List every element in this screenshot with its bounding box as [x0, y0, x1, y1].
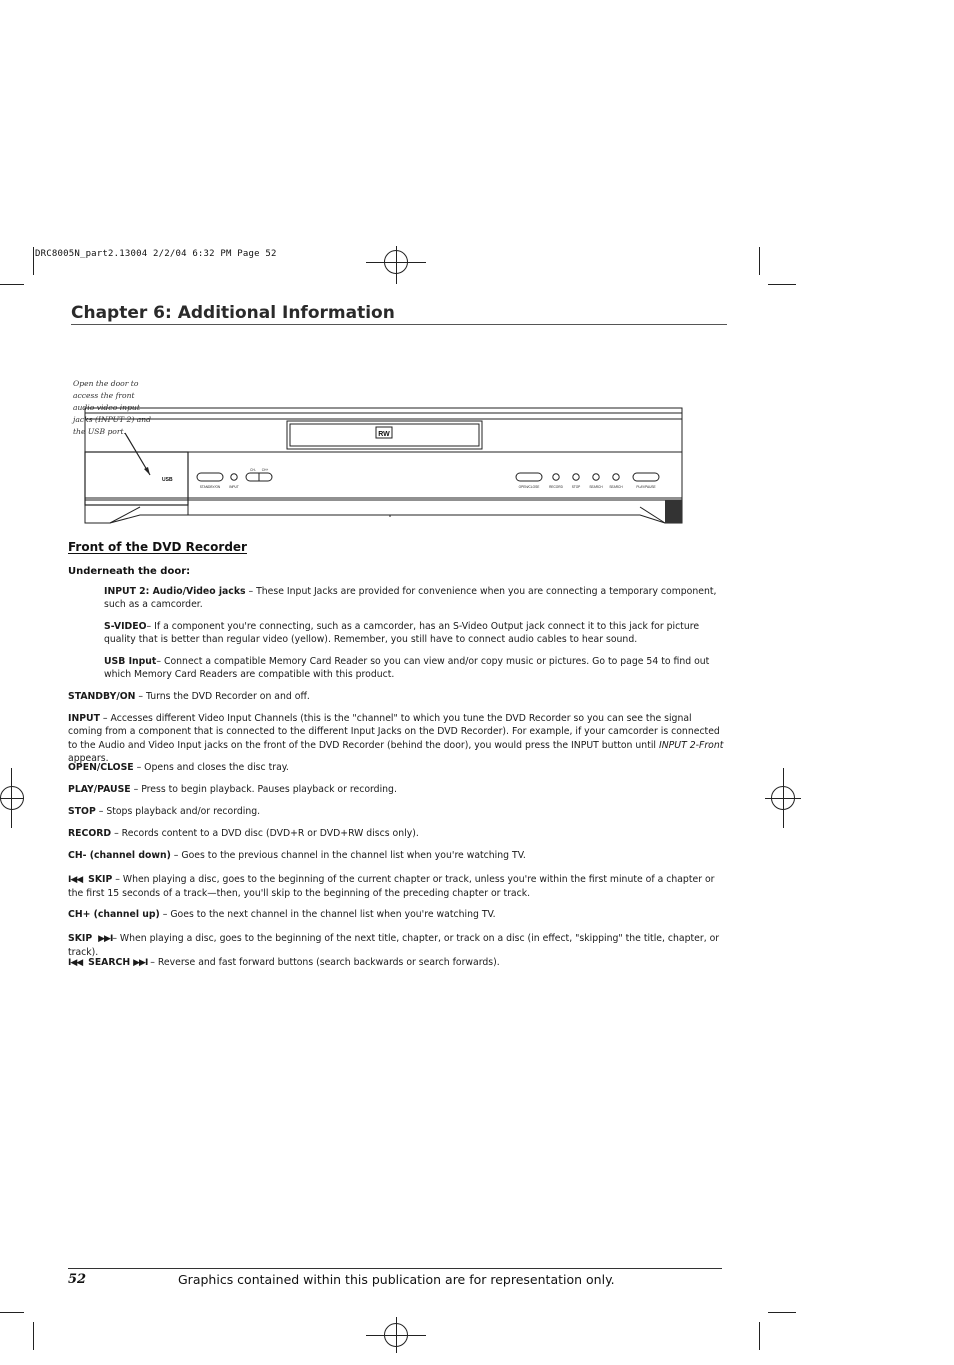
- item-skip-forward: SKIP ▶▶I– When playing a disc, goes to the beginning of the next title, chapter, or track on a disc (in effect, "skipping" the title, chapter, or track).: [68, 933, 720, 959]
- search-back-icon: I◀◀: [68, 958, 83, 968]
- btn-label-input: INPUT: [229, 485, 239, 489]
- item-record: RECORD – Records content to a DVD disc (DVD+R or DVD+RW discs only).: [68, 828, 419, 839]
- print-slug: DRC8005N_part2.13004 2/2/04 6:32 PM Page 52: [35, 249, 277, 259]
- btn-label-search-fwd: SEARCH: [609, 485, 623, 489]
- skip-back-icon: I◀◀: [68, 875, 83, 885]
- footer-note: Graphics contained within this publication are for representation only.: [178, 1272, 615, 1287]
- item-standby: STANDBY/ON – Turns the DVD Recorder on and off.: [68, 691, 310, 702]
- chapter-title: Chapter 6: Additional Information: [71, 303, 395, 323]
- page-number: 52: [68, 1272, 87, 1287]
- item-open-close: OPEN/CLOSE – Opens and closes the disc tray.: [68, 762, 289, 773]
- item-search: I◀◀ SEARCH ▶▶I – Reverse and fast forward buttons (search backwards or search forwards).: [68, 957, 500, 968]
- item-skip-back: I◀◀ SKIP – When playing a disc, goes to the beginning of the current chapter or track, unless you're within the first minute of a chapter or the first 15 seconds of a track—then, you'll skip to the beginning of the preceding chapter or track.: [68, 874, 715, 900]
- footer-rule: [68, 1268, 722, 1269]
- item-stop: STOP – Stops playback and/or recording.: [68, 806, 261, 817]
- usb-label: USB: [162, 477, 173, 483]
- item-ch-up: CH+ (channel up) – Goes to the next channel in the channel list when you're watching TV.: [68, 909, 496, 920]
- figure-callout: Open the door to access the front audio video input jacks (INPUT 2) and the USB port.: [73, 379, 151, 436]
- btn-label-stop: STOP: [571, 485, 581, 489]
- rw-logo: RW: [378, 431, 390, 438]
- skip-forward-icon: ▶▶I: [98, 934, 113, 944]
- chapter-rule: [71, 324, 727, 325]
- item-input: INPUT – Accesses different Video Input Channels (this is the "channel" to which you tune the DVD Recorder so you can see the signal coming from a component that is connected to the different Input Jacks on the DVD Recorder). For example, if your camcorder is connected to the Audio and Video Input jacks on the front of the DVD Recorder (behind the door), you would press the INPUT button until INPUT 2-Front appears.: [68, 713, 724, 765]
- item-play-pause: PLAY/PAUSE – Press to begin playback. Pauses playback or recording.: [68, 784, 397, 795]
- btn-label-play-pause: PLAY/PAUSE: [636, 485, 656, 489]
- item-svideo: S-VIDEO– If a component you're connecting, such as a camcorder, has an S-Video Output jack connect it to this jack for picture quality that is better than regular video (yellow). Remember, you still have to connect audio cables to hear sound.: [104, 621, 700, 646]
- item-ch-down: CH- (channel down) – Goes to the previous channel in the channel list when you're watching TV.: [68, 850, 526, 861]
- search-forward-icon: ▶▶I: [133, 958, 148, 968]
- dvd-recorder-illustration: [80, 405, 686, 530]
- btn-label-search-back: SEARCH: [589, 485, 603, 489]
- btn-label-standby: STANDBY/ON: [199, 485, 221, 489]
- item-usb: USB Input– Connect a compatible Memory Card Reader so you can view and/or copy music or pictures. Go to page 54 to find out which Memory Card Readers are compatible with this product.: [104, 656, 710, 681]
- item-input2: INPUT 2: Audio/Video jacks – These Input Jacks are provided for convenience when you are connecting a temporary component, such as a camcorder.: [104, 586, 717, 611]
- btn-label-open-close: OPEN/CLOSE: [518, 485, 540, 489]
- underneath-heading: Underneath the door:: [68, 566, 191, 577]
- btn-label-ch-up: CH+: [261, 468, 269, 472]
- section-title: Front of the DVD Recorder: [68, 540, 247, 554]
- btn-label-record: RECORD: [549, 485, 563, 489]
- btn-label-ch-down: CH-: [250, 468, 256, 472]
